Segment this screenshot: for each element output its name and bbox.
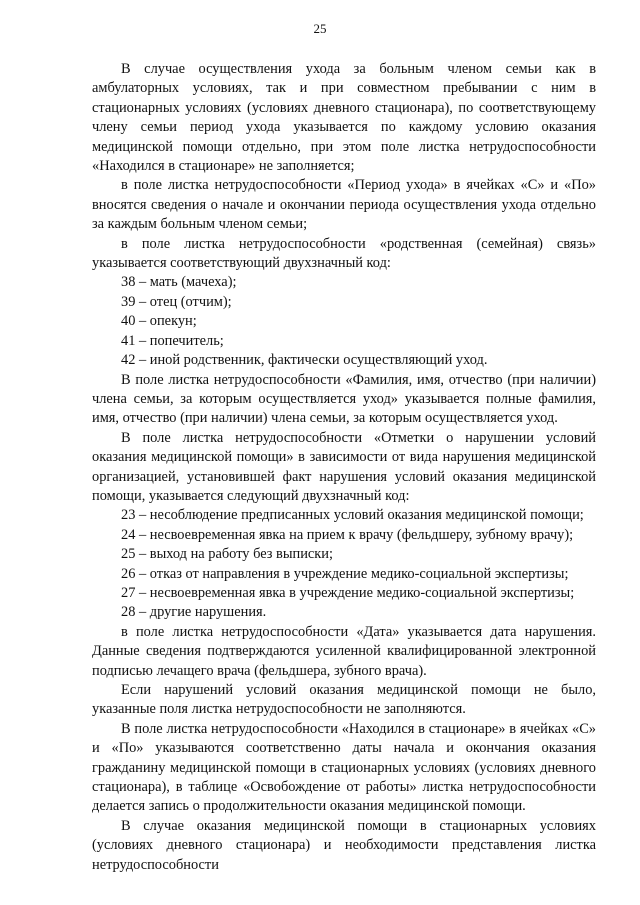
paragraph: В поле листка нетрудоспособности «Отметки о нарушении условий оказания медицинской помощи» в зависимости от вида нарушения медицинской организацией, установившей факт нарушения условий оказания медицинской помощи, указывается следующий двухзначный код: [92, 429, 596, 504]
page-number: 25 [313, 21, 327, 36]
code-item: 25 – выход на работу без выписки; [121, 546, 334, 563]
paragraph: В случае осуществления ухода за больным членом семьи как в амбулаторных условиях, так и при совместном пребывании с ним в стационарных условиях (условиях дневного стационара), по соответствующему члену семьи период ухода указывается по каждому условию оказания медицинской помощи отдельно, при этом поле листка нетрудоспособности «Находился в стационаре» не заполняется; [92, 61, 596, 175]
code-item: 41 – попечитель; [121, 332, 224, 349]
code-item: 26 – отказ от направления в учреждение медико-социальной экспертизы; [121, 565, 569, 582]
document-body [92, 60, 596, 875]
paragraph: в поле листка нетрудоспособности «Период ухода» в ячейках «С» и «По» вносятся сведения о начале и окончании периода осуществления ухода отдельно за каждым больным членом семьи; [92, 177, 596, 233]
paragraph: В поле листка нетрудоспособности «Находился в стационаре» в ячейках «С» и «По» указываются соответственно даты начала и окончания оказания гражданину медицинской помощи в стационарных условиях (условиях дневного стационара), в таблице «Освобождение от работы» листка нетрудоспособности делается запись о продолжительности оказания медицинской помощи. [92, 720, 596, 815]
code-item: 23 – несоблюдение предписанных условий оказания медицинской помощи; [121, 507, 584, 524]
paragraph: В случае оказания медицинской помощи в стационарных условиях (условиях дневного стационара) и необходимости представления листка нетрудоспособности [92, 817, 596, 873]
paragraph: В поле листка нетрудоспособности «Фамилия, имя, отчество (при наличии) члена семьи, за которым осуществляется уход» указывается полные фамилия, имя, отчество (при наличии) члена семьи, за которым осуществляется уход. [92, 371, 596, 427]
code-item: 27 – несвоевременная явка в учреждение медико-социальной экспертизы; [121, 584, 575, 601]
code-item: 24 – несвоевременная явка на прием к врачу (фельдшеру, зубному врачу); [121, 526, 574, 543]
code-item: 40 – опекун; [121, 313, 197, 330]
code-item: 28 – другие нарушения. [121, 604, 267, 621]
code-item: 42 – иной родственник, фактически осуществляющий уход. [121, 352, 488, 369]
code-item: 38 – мать (мачеха); [121, 274, 237, 291]
paragraph: Если нарушений условий оказания медицинской помощи не было, указанные поля листка нетрудоспособности не заполняются. [92, 682, 596, 718]
paragraph: в поле листка нетрудоспособности «родственная (семейная) связь» указывается соответствующий двухзначный код: [92, 235, 596, 272]
paragraph: в поле листка нетрудоспособности «Дата» указывается дата нарушения. Данные сведения подтверждаются усиленной квалифицированной электронной подписью лечащего врача (фельдшера, зубного врача). [92, 623, 596, 679]
code-item: 39 – отец (отчим); [121, 293, 232, 310]
